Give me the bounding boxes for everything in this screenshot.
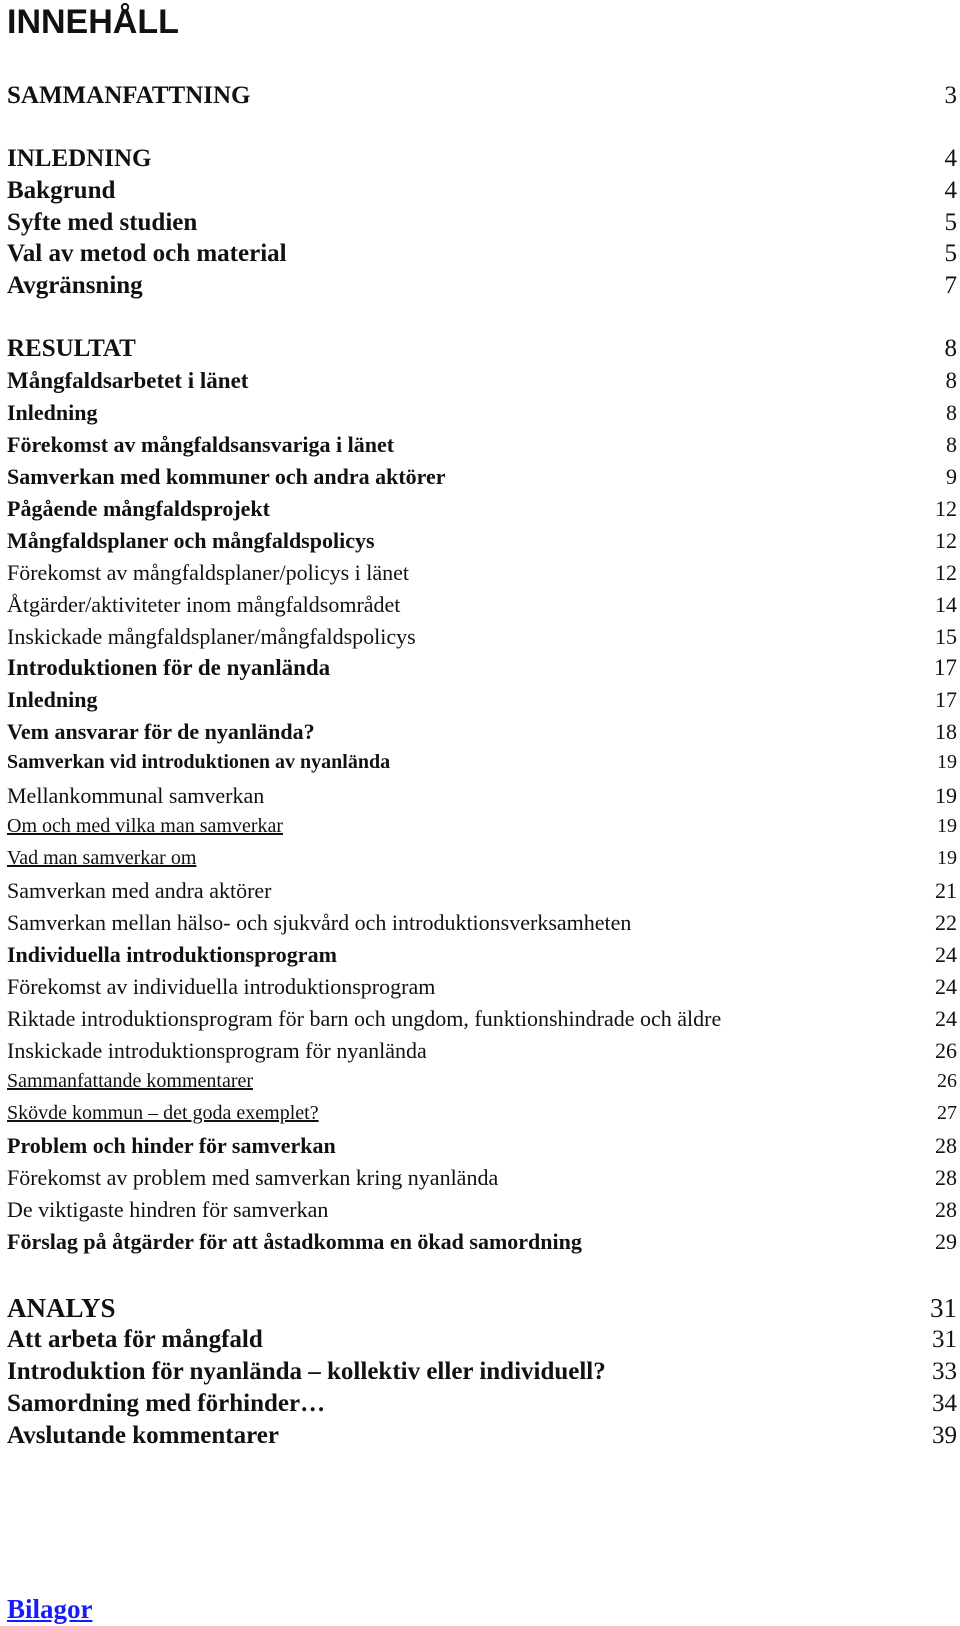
toc-entry-title: RESULTAT bbox=[7, 335, 136, 362]
toc-entry-page: 19 bbox=[937, 847, 957, 869]
toc-entry-title: Avslutande kommentarer bbox=[7, 1422, 279, 1449]
toc-entry[interactable] bbox=[7, 1358, 957, 1386]
toc-entry-page: 8 bbox=[946, 432, 957, 457]
toc-entry[interactable] bbox=[7, 624, 957, 650]
toc-entry-page: 19 bbox=[937, 751, 957, 773]
toc-entry-page: 33 bbox=[932, 1358, 957, 1385]
bilagor-link[interactable]: Bilagor bbox=[7, 1594, 93, 1624]
toc-entry[interactable] bbox=[7, 464, 957, 490]
toc-entry-page: 9 bbox=[946, 464, 957, 489]
toc-entry-page: 15 bbox=[935, 624, 957, 649]
toc-entry-title: Bakgrund bbox=[7, 177, 116, 204]
toc-entry-page: 22 bbox=[935, 910, 957, 935]
toc-entry[interactable] bbox=[7, 783, 957, 809]
toc-entry-page: 26 bbox=[935, 1038, 957, 1063]
toc-entry-title: Om och med vilka man samverkar bbox=[7, 815, 284, 837]
toc-entry[interactable] bbox=[7, 687, 957, 713]
toc-entry-title: Introduktionen för de nyanlända bbox=[7, 655, 331, 680]
toc-entry[interactable] bbox=[7, 1133, 957, 1159]
toc-entry-page: 19 bbox=[937, 815, 957, 837]
toc-entry-page: 7 bbox=[944, 272, 957, 299]
toc-entry-title: Syfte med studien bbox=[7, 209, 198, 236]
toc-entry-title: Att arbeta för mångfald bbox=[7, 1326, 263, 1353]
toc-entry[interactable] bbox=[7, 240, 957, 268]
toc-entry[interactable] bbox=[7, 1165, 957, 1191]
toc-entry-page: 12 bbox=[935, 560, 957, 585]
toc-entry-page: 31 bbox=[932, 1326, 957, 1353]
toc-entry-title: Vad man samverkar om bbox=[7, 847, 197, 869]
toc-entry-title: Inledning bbox=[7, 400, 98, 425]
toc-entry-page: 29 bbox=[935, 1229, 957, 1254]
toc-entry-page: 17 bbox=[935, 687, 957, 712]
toc-entry-page: 4 bbox=[944, 145, 957, 172]
toc-entry-page: 28 bbox=[935, 1197, 957, 1222]
toc-entry-title: Förslag på åtgärder för att åstadkomma en ökad samordning bbox=[7, 1229, 582, 1254]
toc-entry[interactable] bbox=[7, 496, 957, 522]
toc-entry[interactable] bbox=[7, 145, 957, 173]
toc-entry-title: Riktade introduktionsprogram för barn och ungdom, funktionshindrade och äldre bbox=[7, 1006, 722, 1031]
toc-entry-title: Samverkan med andra aktörer bbox=[7, 878, 272, 903]
toc-entry-page: 28 bbox=[935, 1165, 957, 1190]
toc-entry-page: 24 bbox=[935, 974, 957, 999]
toc-entry-page: 34 bbox=[932, 1390, 957, 1417]
toc-entry-title: Individuella introduktionsprogram bbox=[7, 942, 337, 967]
toc-entry-page: 26 bbox=[937, 1070, 957, 1092]
toc-entry-page: 19 bbox=[935, 783, 957, 808]
toc-entry[interactable] bbox=[7, 1197, 957, 1223]
toc-entry-title: ANALYS bbox=[7, 1293, 116, 1323]
toc-entry-title: Förekomst av individuella introduktionsprogram bbox=[7, 974, 436, 999]
toc-entry[interactable] bbox=[7, 1293, 957, 1324]
toc-entry-page: 39 bbox=[932, 1422, 957, 1449]
page-title: INNEHÅLL bbox=[7, 3, 179, 41]
toc-entry[interactable] bbox=[7, 751, 957, 774]
toc-entry[interactable] bbox=[7, 1422, 957, 1450]
toc-entry-title: Avgränsning bbox=[7, 272, 143, 299]
toc-entry-page: 8 bbox=[946, 400, 957, 425]
toc-entry-title: Mellankommunal samverkan bbox=[7, 783, 265, 808]
toc-entry-page: 5 bbox=[944, 209, 957, 236]
toc-entry[interactable] bbox=[7, 1006, 957, 1032]
toc-entry-title: Samverkan med kommuner och andra aktörer bbox=[7, 464, 446, 489]
toc-entry-page: 24 bbox=[935, 942, 957, 967]
toc-entry-title: Mångfaldsarbetet i länet bbox=[7, 368, 249, 393]
toc-entry[interactable] bbox=[7, 1326, 957, 1354]
toc-entry-title: Förekomst av problem med samverkan kring nyanlända bbox=[7, 1165, 499, 1190]
toc-entry[interactable] bbox=[7, 1229, 957, 1255]
toc-entry-page: 27 bbox=[937, 1102, 957, 1124]
toc-entry[interactable] bbox=[7, 1038, 957, 1064]
toc-entry-page: 8 bbox=[944, 335, 957, 362]
toc-entry[interactable] bbox=[7, 910, 957, 936]
toc-entry[interactable] bbox=[7, 368, 957, 394]
toc-entry-page: 5 bbox=[944, 240, 957, 267]
toc-entry[interactable] bbox=[7, 942, 957, 968]
toc-entry-title: Samordning med förhinder… bbox=[7, 1390, 326, 1417]
toc-entry[interactable] bbox=[7, 209, 957, 237]
toc-entry[interactable] bbox=[7, 82, 957, 110]
toc-entry[interactable] bbox=[7, 560, 957, 586]
toc-entry-page: 31 bbox=[930, 1293, 957, 1323]
toc-entry-title: SAMMANFATTNING bbox=[7, 82, 251, 109]
toc-entry[interactable] bbox=[7, 400, 957, 426]
toc-entry-title: Samverkan mellan hälso- och sjukvård och introduktionsverksamheten bbox=[7, 910, 632, 935]
toc-entry-title: Mångfaldsplaner och mångfaldspolicys bbox=[7, 528, 375, 553]
toc-entry-title: Vem ansvarar för de nyanlända? bbox=[7, 719, 315, 744]
toc-entry-title: INLEDNING bbox=[7, 145, 152, 172]
toc-entry[interactable] bbox=[7, 272, 957, 300]
toc-entry[interactable] bbox=[7, 655, 957, 681]
toc-entry-title: Samverkan vid introduktionen av nyanlända bbox=[7, 751, 391, 773]
toc-entry-page: 8 bbox=[945, 368, 957, 393]
toc-entry-title: Åtgärder/aktiviteter inom mångfaldsområdet bbox=[7, 592, 401, 617]
toc-entry[interactable] bbox=[7, 592, 957, 618]
toc-entry-page: 12 bbox=[935, 496, 957, 521]
toc-entry-title: Förekomst av mångfaldsansvariga i länet bbox=[7, 432, 395, 457]
toc-entry[interactable] bbox=[7, 878, 957, 904]
toc-entry[interactable] bbox=[7, 847, 957, 870]
toc-entry[interactable] bbox=[7, 1070, 957, 1093]
toc-entry-page: 18 bbox=[935, 719, 957, 744]
toc-entry-title: Val av metod och material bbox=[7, 240, 287, 267]
toc-entry-title: Skövde kommun – det goda exemplet? bbox=[7, 1102, 319, 1124]
toc-entry-page: 4 bbox=[944, 177, 957, 204]
toc-entry-title: Inledning bbox=[7, 687, 98, 712]
toc-entry[interactable] bbox=[7, 1102, 957, 1125]
toc-entry-page: 14 bbox=[935, 592, 957, 617]
toc-entry-title: Inskickade mångfaldsplaner/mångfaldspolicys bbox=[7, 624, 416, 649]
toc-entry[interactable] bbox=[7, 335, 957, 363]
toc-entry-page: 3 bbox=[944, 82, 957, 109]
toc-entry-page: 12 bbox=[935, 528, 957, 553]
toc-entry[interactable] bbox=[7, 815, 957, 838]
toc-entry[interactable] bbox=[7, 719, 957, 745]
toc-entry-title: Pågående mångfaldsprojekt bbox=[7, 496, 270, 521]
toc-entry-title: Problem och hinder för samverkan bbox=[7, 1133, 336, 1158]
toc-entry[interactable] bbox=[7, 432, 957, 458]
toc-entry-page: 17 bbox=[934, 655, 957, 680]
toc-entry-title: Introduktion för nyanlända – kollektiv eller individuell? bbox=[7, 1358, 606, 1385]
toc-entry-page: 21 bbox=[935, 878, 957, 903]
toc-entry-title: Inskickade introduktionsprogram för nyanlända bbox=[7, 1038, 427, 1063]
toc-entry-title: De viktigaste hindren för samverkan bbox=[7, 1197, 329, 1222]
toc-entry[interactable] bbox=[7, 177, 957, 205]
toc-entry-title: Sammanfattande kommentarer bbox=[7, 1070, 254, 1092]
toc-entry[interactable] bbox=[7, 1390, 957, 1418]
toc-entry-title: Förekomst av mångfaldsplaner/policys i länet bbox=[7, 560, 410, 585]
toc-entry[interactable] bbox=[7, 528, 957, 554]
toc-entry-page: 28 bbox=[935, 1133, 957, 1158]
toc-entry-page: 24 bbox=[935, 1006, 957, 1031]
toc-entry[interactable] bbox=[7, 974, 957, 1000]
